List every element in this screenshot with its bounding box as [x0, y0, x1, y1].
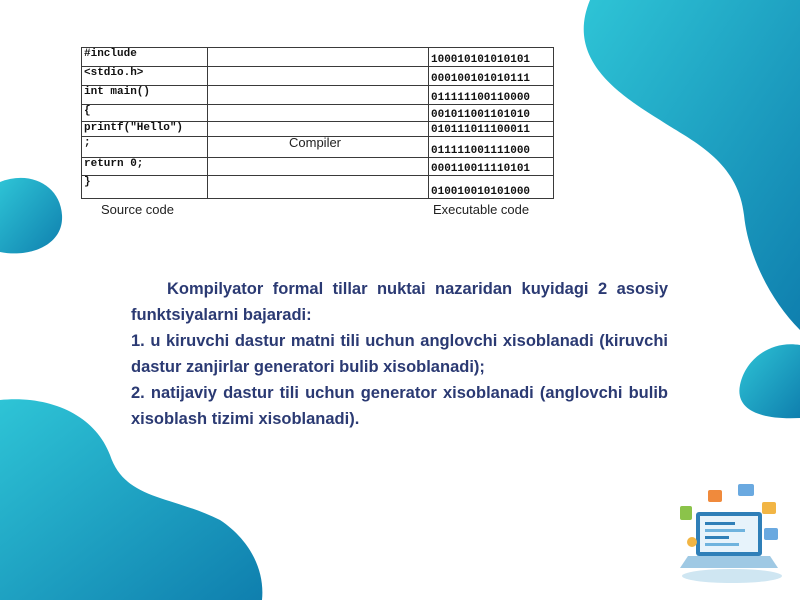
compiler-cell [208, 67, 429, 86]
compiler-cell [208, 48, 429, 67]
laptop-coding-illustration-icon [676, 476, 788, 586]
compiler-cell [208, 158, 429, 176]
binary-line: 010111011100011 [429, 122, 554, 137]
source-line: } [82, 176, 208, 199]
executable-code-caption: Executable code [433, 202, 530, 217]
source-line: ; [82, 137, 208, 158]
source-line: #include [82, 48, 208, 67]
binary-line: 001011001101010 [429, 105, 554, 122]
binary-line: 011111100110000 [429, 86, 554, 105]
code-row [82, 158, 554, 176]
compiler-cell [208, 105, 429, 122]
compiler-label: Compiler [289, 135, 342, 150]
compiler-cell [208, 176, 429, 199]
binary-line: 000100101010111 [429, 67, 554, 86]
code-row [82, 105, 554, 122]
wave-right-middle [739, 344, 800, 418]
body-text [131, 276, 668, 432]
code-row [82, 48, 554, 67]
intro-paragraph: Kompilyator formal tillar nuktai nazaridan kuyidagi 2 asosiy funktsiyalarni bajaradi: [131, 280, 668, 324]
wave-left [0, 178, 62, 254]
source-line: { [82, 105, 208, 122]
binary-line: 011111001111000 [429, 137, 554, 158]
source-line: int main() [82, 86, 208, 105]
code-comparison-table [81, 47, 554, 199]
binary-line: 010010010101000 [429, 176, 554, 199]
source-code-caption: Source code [101, 202, 174, 217]
list-item-2: 2. natijaviy dastur tili uchun generator xisoblanadi (anglovchi bulib xisoblash tizimi xisoblanadi). [131, 384, 668, 428]
binary-line: 000110011110101 [429, 158, 554, 176]
compiler-cell [208, 86, 429, 105]
source-line: printf("Hello") [82, 122, 208, 137]
list-item-1: 1. u kiruvchi dastur matni tili uchun anglovchi xisoblanadi (kiruvchi dastur zanjirlar generatori bulib xisoblanadi); [131, 332, 668, 376]
code-row [82, 67, 554, 86]
source-line: <stdio.h> [82, 67, 208, 86]
source-line: return 0; [82, 158, 208, 176]
code-row [82, 86, 554, 105]
code-row [82, 176, 554, 199]
binary-line: 100010101010101 [429, 48, 554, 67]
